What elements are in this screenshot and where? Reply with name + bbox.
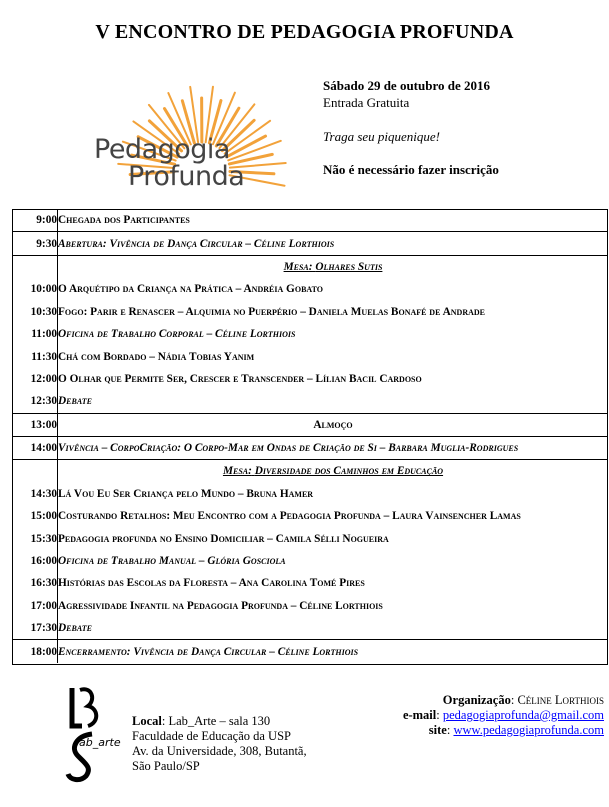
time-cell: 13:00 xyxy=(12,413,58,436)
session-name: Diversidade dos Caminhos em Educação xyxy=(254,465,444,478)
venue-line-2: Faculdade de Educação da USP xyxy=(132,729,291,743)
activity-cell: Vivência – CorpoCriação: O Corpo-Mar em Ondas de Criação de Si – Barbara Muglia-Rodrigues xyxy=(58,436,609,459)
time-cell: 11:30 xyxy=(12,345,58,367)
activity-cell: Costurando Retalhos: Meu Encontro com a Pedagogia Profunda – Laura Vainsencher Lamas xyxy=(58,510,521,523)
activity-cell: O Olhar que Permite Ser, Crescer e Transcender – Lílian Bacil Cardoso xyxy=(58,372,422,385)
time-cell: 15:30 xyxy=(12,527,58,549)
table-row xyxy=(12,483,608,505)
picnic-note: Traga seu piquenique! xyxy=(323,129,440,144)
org-name: : Céline Lorthiois xyxy=(510,693,604,707)
time-cell: 16:30 xyxy=(12,572,58,594)
site-label: site xyxy=(428,723,447,737)
activity-cell: O Arquétipo da Criança na Prática – Andréia Gobato xyxy=(58,283,323,296)
session-title xyxy=(58,460,609,483)
activity-cell: Abertura: Vivência de Dança Circular – Céline Lorthiois xyxy=(58,232,609,255)
time-cell: 14:00 xyxy=(12,436,58,459)
time-cell: 11:00 xyxy=(12,323,58,345)
time-cell: 17:00 xyxy=(12,595,58,617)
table-row xyxy=(12,595,608,617)
time-cell: 9:30 xyxy=(12,232,58,255)
table-row xyxy=(12,550,608,572)
activity-cell: Lá Vou Eu Ser Criança pelo Mundo – Bruna Hamer xyxy=(58,487,314,500)
time-cell: 15:00 xyxy=(12,505,58,527)
activity-cell: Oficina de Trabalho Corporal – Céline Lorthiois xyxy=(58,328,296,341)
time-cell: 16:00 xyxy=(12,550,58,572)
table-row xyxy=(12,505,608,527)
activity-cell: Agressividade Infantil na Pedagogia Profunda – Céline Lorthiois xyxy=(58,599,383,612)
venue-place: : Lab_Arte – sala 130 xyxy=(161,714,271,728)
activity-cell: Chegada dos Participantes xyxy=(58,209,609,232)
email-link[interactable]: pedagogiaprofunda@gmail.com xyxy=(442,708,604,722)
session-title xyxy=(58,255,609,278)
table-row xyxy=(12,460,608,483)
table-row xyxy=(12,390,608,413)
activity-cell: Debate xyxy=(58,390,609,413)
registration-note: Não é necessário fazer inscrição xyxy=(323,162,499,177)
table-row xyxy=(12,209,608,232)
table-row xyxy=(12,278,608,300)
table-row xyxy=(12,617,608,640)
venue-block xyxy=(132,714,307,774)
session-name: Olhares Sutis xyxy=(315,260,383,273)
event-date: Sábado 29 de outubro de 2016 xyxy=(323,78,490,93)
activity-cell: Oficina de Trabalho Manual – Glória Gosciola xyxy=(58,555,286,568)
time-cell: 10:00 xyxy=(12,278,58,300)
activity-cell: Histórias das Escolas da Floresta – Ana Carolina Tomé Pires xyxy=(58,577,365,590)
activity-cell: Fogo: Parir e Renascer – Alquimia no Puerpério – Daniela Muelas Bonafé de Andrade xyxy=(58,305,485,318)
site-link[interactable]: www.pedagogiaprofunda.com xyxy=(453,723,604,737)
table-row xyxy=(12,572,608,594)
activity-cell: Chá com Bordado – Nádia Tobias Yanim xyxy=(58,350,255,363)
logo-line-2: Profunda xyxy=(128,161,245,192)
email-label: e-mail xyxy=(402,708,437,722)
session-label: Mesa: xyxy=(222,465,252,478)
page-title: V ENCONTRO DE PEDAGOGIA PROFUNDA xyxy=(95,21,514,43)
lab-arte-text: lab_arte xyxy=(76,736,121,749)
lab-arte-logo xyxy=(62,684,122,784)
time-cell: 10:30 xyxy=(12,301,58,323)
activity-cell: Almoço xyxy=(58,413,609,436)
time-cell: 17:30 xyxy=(12,617,58,640)
table-row xyxy=(12,527,608,549)
time-cell: 9:00 xyxy=(12,209,58,232)
table-row xyxy=(12,255,608,278)
table-row xyxy=(12,368,608,390)
table-row xyxy=(12,640,608,663)
activity-cell: Pedagogia profunda no Ensino Domiciliar – Camila Sélli Nogueira xyxy=(58,532,389,545)
entry-info: Entrada Gratuita xyxy=(323,95,410,110)
logo-line-1: Pedagogia xyxy=(94,134,230,165)
activity-cell: Encerramento: Vivência de Dança Circular – Céline Lorthiois xyxy=(58,645,359,658)
time-cell: 14:30 xyxy=(12,483,58,505)
activity-cell: Debate xyxy=(58,617,609,640)
org-label: Organização xyxy=(442,693,511,707)
table-row xyxy=(12,323,608,345)
table-row xyxy=(12,232,608,255)
organization-block: Organização: Céline Lorthiois e-mail: pedagogiaprofunda@gmail.com site: www.pedagogiaprofunda.com xyxy=(402,693,604,737)
time-cell: 12:00 xyxy=(12,368,58,390)
table-row xyxy=(12,301,608,323)
table-row xyxy=(12,413,608,436)
venue-line-4: São Paulo/SP xyxy=(132,759,200,773)
session-label: Mesa: xyxy=(283,260,313,273)
time-cell: 12:30 xyxy=(12,390,58,413)
venue-label: Local xyxy=(132,714,162,728)
time-cell: 18:00 xyxy=(12,640,58,663)
venue-line-3: Av. da Universidade, 308, Butantã, xyxy=(132,744,307,758)
table-row xyxy=(12,345,608,367)
table-row xyxy=(12,436,608,459)
schedule-table xyxy=(12,209,608,663)
